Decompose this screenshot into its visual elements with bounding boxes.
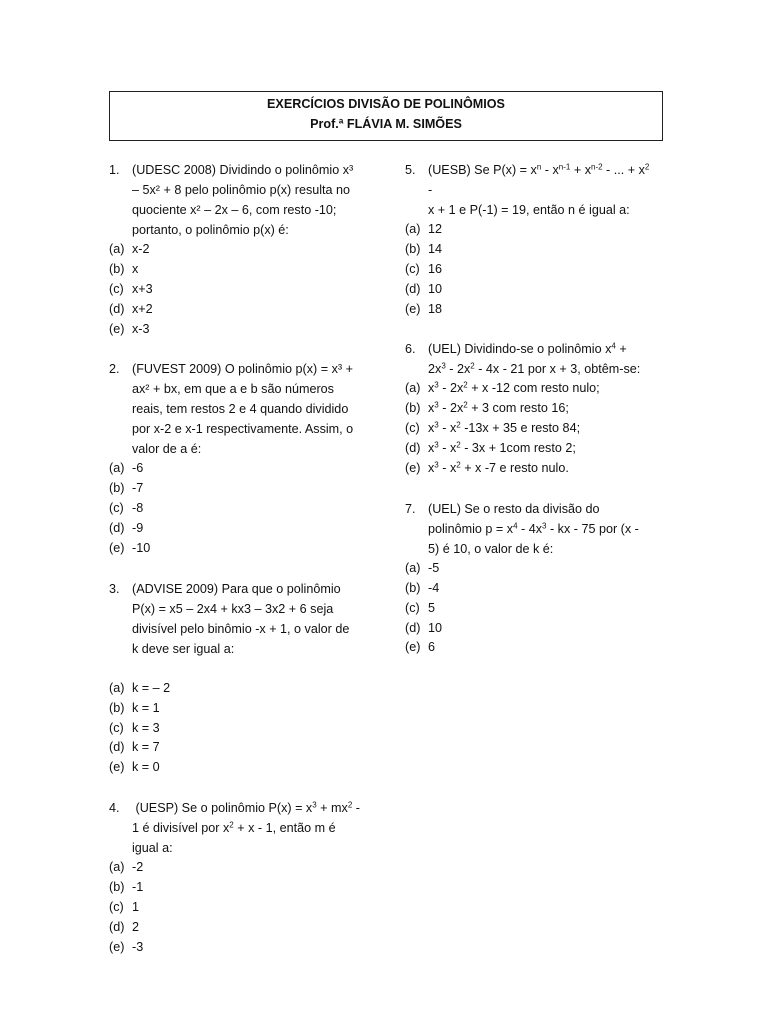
option-text: -9 [132, 521, 144, 536]
stem-line: – 5x² + 8 pelo polinômio p(x) resulta no [132, 183, 351, 197]
option-letter: (d) [405, 620, 421, 635]
option-text: -1 [132, 880, 144, 895]
option-a [405, 220, 650, 240]
option-text: 1 [132, 899, 140, 914]
left-column [109, 160, 364, 958]
option-letter: (d) [109, 919, 125, 934]
option-text: k = 1 [132, 700, 160, 715]
question-stem [405, 160, 650, 220]
question-stem [109, 160, 364, 240]
option-text: -4 [428, 580, 440, 595]
option-text: -10 [132, 541, 151, 556]
option-letter: (b) [109, 481, 125, 496]
stem-line: (UEL) Dividindo-se o polinômio $x^4$ + [428, 342, 627, 357]
option-a [405, 559, 650, 579]
option-letter: (b) [109, 261, 125, 276]
stem-line: divisível pelo binômio -x + 1, o valor de [132, 621, 350, 636]
stem-line: (ADVISE 2009) Para que o polinômio [132, 581, 341, 596]
option-letter: (e) [109, 939, 125, 954]
option-c [109, 719, 364, 739]
option-c [405, 599, 650, 619]
option-a [405, 379, 650, 399]
stem-line: k deve ser igual a: [132, 641, 235, 656]
option-text: k = – 2 [132, 680, 171, 695]
option-text: k = 3 [132, 720, 160, 735]
question-2 [109, 359, 364, 559]
option-text: 5 [428, 600, 436, 615]
question-number: 1. [109, 163, 120, 177]
option-text: -3 [132, 939, 144, 954]
option-c [109, 898, 364, 918]
option-e [109, 539, 364, 559]
option-letter: (c) [405, 421, 420, 436]
stem-line: portanto, o polinômio p(x) é: [132, 223, 289, 237]
stem-line: 1 é divisível por $x^2 + x - 1$, então m é [132, 820, 336, 836]
option-text: 16 [428, 261, 443, 276]
stem-line: (UESB) Se $P(x) = x^n - x^{n-1} + x^{n-2}$ - ... + $x^2$ - [428, 162, 650, 197]
question-stem [109, 359, 364, 459]
option-text: 14 [428, 241, 443, 256]
option-e [109, 938, 364, 958]
stem-line: (UESP) Se o polinômio $P(x) = x^3 + mx^2$ - [132, 800, 360, 816]
option-c [405, 260, 650, 280]
page-subtitle: Prof.ª FLÁVIA M. SIMÕES [310, 117, 462, 131]
stem-line: polinômio $p = x^4 - 4x^3$ - kx - 75 por (x - [428, 521, 639, 536]
question-number: 5. [405, 163, 416, 177]
option-letter: (c) [109, 720, 124, 735]
option-letter: (d) [405, 441, 421, 456]
option-e [109, 758, 364, 778]
question-7 [405, 499, 650, 659]
stem-line: $2x^3 - 2x^2 - 4x - 21$ por x + 3, obtêm-se: [428, 362, 641, 377]
option-e [109, 320, 364, 340]
option-letter: (b) [109, 880, 125, 895]
option-a [109, 679, 364, 699]
option-text: 18 [428, 301, 443, 316]
option-b [109, 878, 364, 898]
question-4 [109, 798, 364, 958]
question-number: 3. [109, 581, 120, 596]
option-text: x+2 [132, 301, 153, 316]
question-stem [405, 339, 650, 379]
question-1 [109, 160, 364, 340]
option-letter: (a) [109, 242, 125, 256]
stem-line: valor de a é: [132, 442, 202, 457]
option-letter: (a) [405, 381, 421, 396]
question-number: 7. [405, 501, 416, 516]
option-d [405, 280, 650, 300]
stem-line: (UDESC 2008) Dividindo o polinômio x³ [132, 163, 354, 177]
option-letter: (a) [109, 680, 125, 695]
option-text: -5 [428, 560, 440, 575]
option-letter: (b) [405, 241, 421, 256]
right-column [405, 160, 650, 658]
option-text: 10 [428, 620, 443, 635]
option-c [405, 419, 650, 439]
option-letter: (a) [109, 461, 125, 476]
option-text: 10 [428, 281, 443, 296]
option-b [109, 479, 364, 499]
option-text: x-2 [132, 242, 150, 256]
option-e [405, 638, 650, 658]
stem-line: (UEL) Se o resto da divisão do [428, 501, 600, 516]
option-letter: (e) [109, 760, 125, 775]
option-b [405, 579, 650, 599]
option-d [109, 738, 364, 758]
option-b [405, 399, 650, 419]
stem-line: (FUVEST 2009) O polinômio p(x) = x³ + [132, 362, 353, 377]
option-letter: (a) [405, 560, 421, 575]
option-letter: (c) [109, 501, 124, 516]
option-d [109, 519, 364, 539]
option-c [109, 499, 364, 519]
option-text: x+3 [132, 281, 153, 296]
option-text: $x^3 - 2x^2 + x$ -12 com resto nulo; [428, 381, 600, 396]
question-6 [405, 339, 650, 479]
option-e [405, 300, 650, 320]
option-letter: (c) [109, 899, 124, 914]
stem-line: quociente x² – 2x – 6, com resto -10; [132, 203, 337, 217]
option-letter: (d) [109, 740, 125, 755]
option-letter: (d) [109, 301, 125, 316]
option-text: -2 [132, 860, 144, 875]
option-letter: (e) [109, 321, 125, 336]
option-d [109, 918, 364, 938]
question-number: 6. [405, 342, 416, 357]
stem-line: igual a: [132, 841, 173, 856]
option-d [405, 619, 650, 639]
option-letter: (e) [109, 541, 125, 556]
option-e [405, 459, 650, 479]
option-a [109, 858, 364, 878]
question-number: 4. [109, 801, 120, 816]
option-c [109, 280, 364, 300]
option-text: x-3 [132, 321, 150, 336]
option-letter: (e) [405, 461, 421, 476]
option-letter: (a) [405, 222, 421, 236]
option-letter: (e) [405, 640, 421, 655]
option-d [109, 300, 364, 320]
question-stem [405, 499, 650, 559]
option-text: 12 [428, 222, 443, 236]
question-3 [109, 579, 364, 778]
option-letter: (c) [405, 600, 420, 615]
option-text: -8 [132, 501, 144, 516]
stem-line: por x-2 e x-1 respectivamente. Assim, o [132, 422, 354, 437]
option-text: $x^3 - x^2 + x$ -7 e resto nulo. [428, 460, 569, 476]
stem-line: x + 1 e P(-1) = 19, então n é igual a: [428, 203, 630, 217]
option-letter: (b) [109, 700, 125, 715]
option-letter: (a) [109, 860, 125, 875]
stem-line: 5) é 10, o valor de k é: [428, 541, 554, 556]
option-letter: (b) [405, 580, 421, 595]
option-b [405, 240, 650, 260]
page-title: EXERCÍCIOS DIVISÃO DE POLINÔMIOS [267, 97, 505, 111]
option-b [109, 699, 364, 719]
question-number: 2. [109, 362, 120, 377]
option-text: -7 [132, 481, 144, 496]
option-text: $x^3 - x^2 - 3x + 1com$ resto 2; [428, 440, 576, 456]
option-a [109, 240, 364, 260]
option-d [405, 439, 650, 459]
option-b [109, 260, 364, 280]
option-text: $x^3 - x^2$ -13x + 35 e resto 84; [428, 420, 581, 436]
option-text: $x^3 - 2x^2 + 3$ com resto 16; [428, 400, 569, 416]
option-letter: (c) [109, 281, 124, 296]
option-letter: (e) [405, 301, 421, 316]
option-letter: (d) [109, 521, 125, 536]
option-letter: (c) [405, 261, 420, 276]
option-text: -6 [132, 461, 144, 476]
option-text: x [132, 261, 139, 276]
stem-line: P(x) = x5 – 2x4 + kx3 – 3x2 + 6 seja [132, 601, 334, 616]
stem-line: ax² + bx, em que a e b são números [132, 382, 334, 397]
stem-line: reais, tem restos 2 e 4 quando dividido [132, 402, 349, 417]
option-text: 6 [428, 640, 436, 655]
question-stem [109, 579, 364, 659]
header-box [109, 91, 663, 141]
option-a [109, 459, 364, 479]
option-text: k = 0 [132, 760, 160, 775]
question-stem [109, 798, 364, 858]
option-letter: (d) [405, 281, 421, 296]
option-letter: (b) [405, 401, 421, 416]
option-text: 2 [132, 919, 140, 934]
option-text: k = 7 [132, 740, 160, 755]
question-5 [405, 160, 650, 320]
